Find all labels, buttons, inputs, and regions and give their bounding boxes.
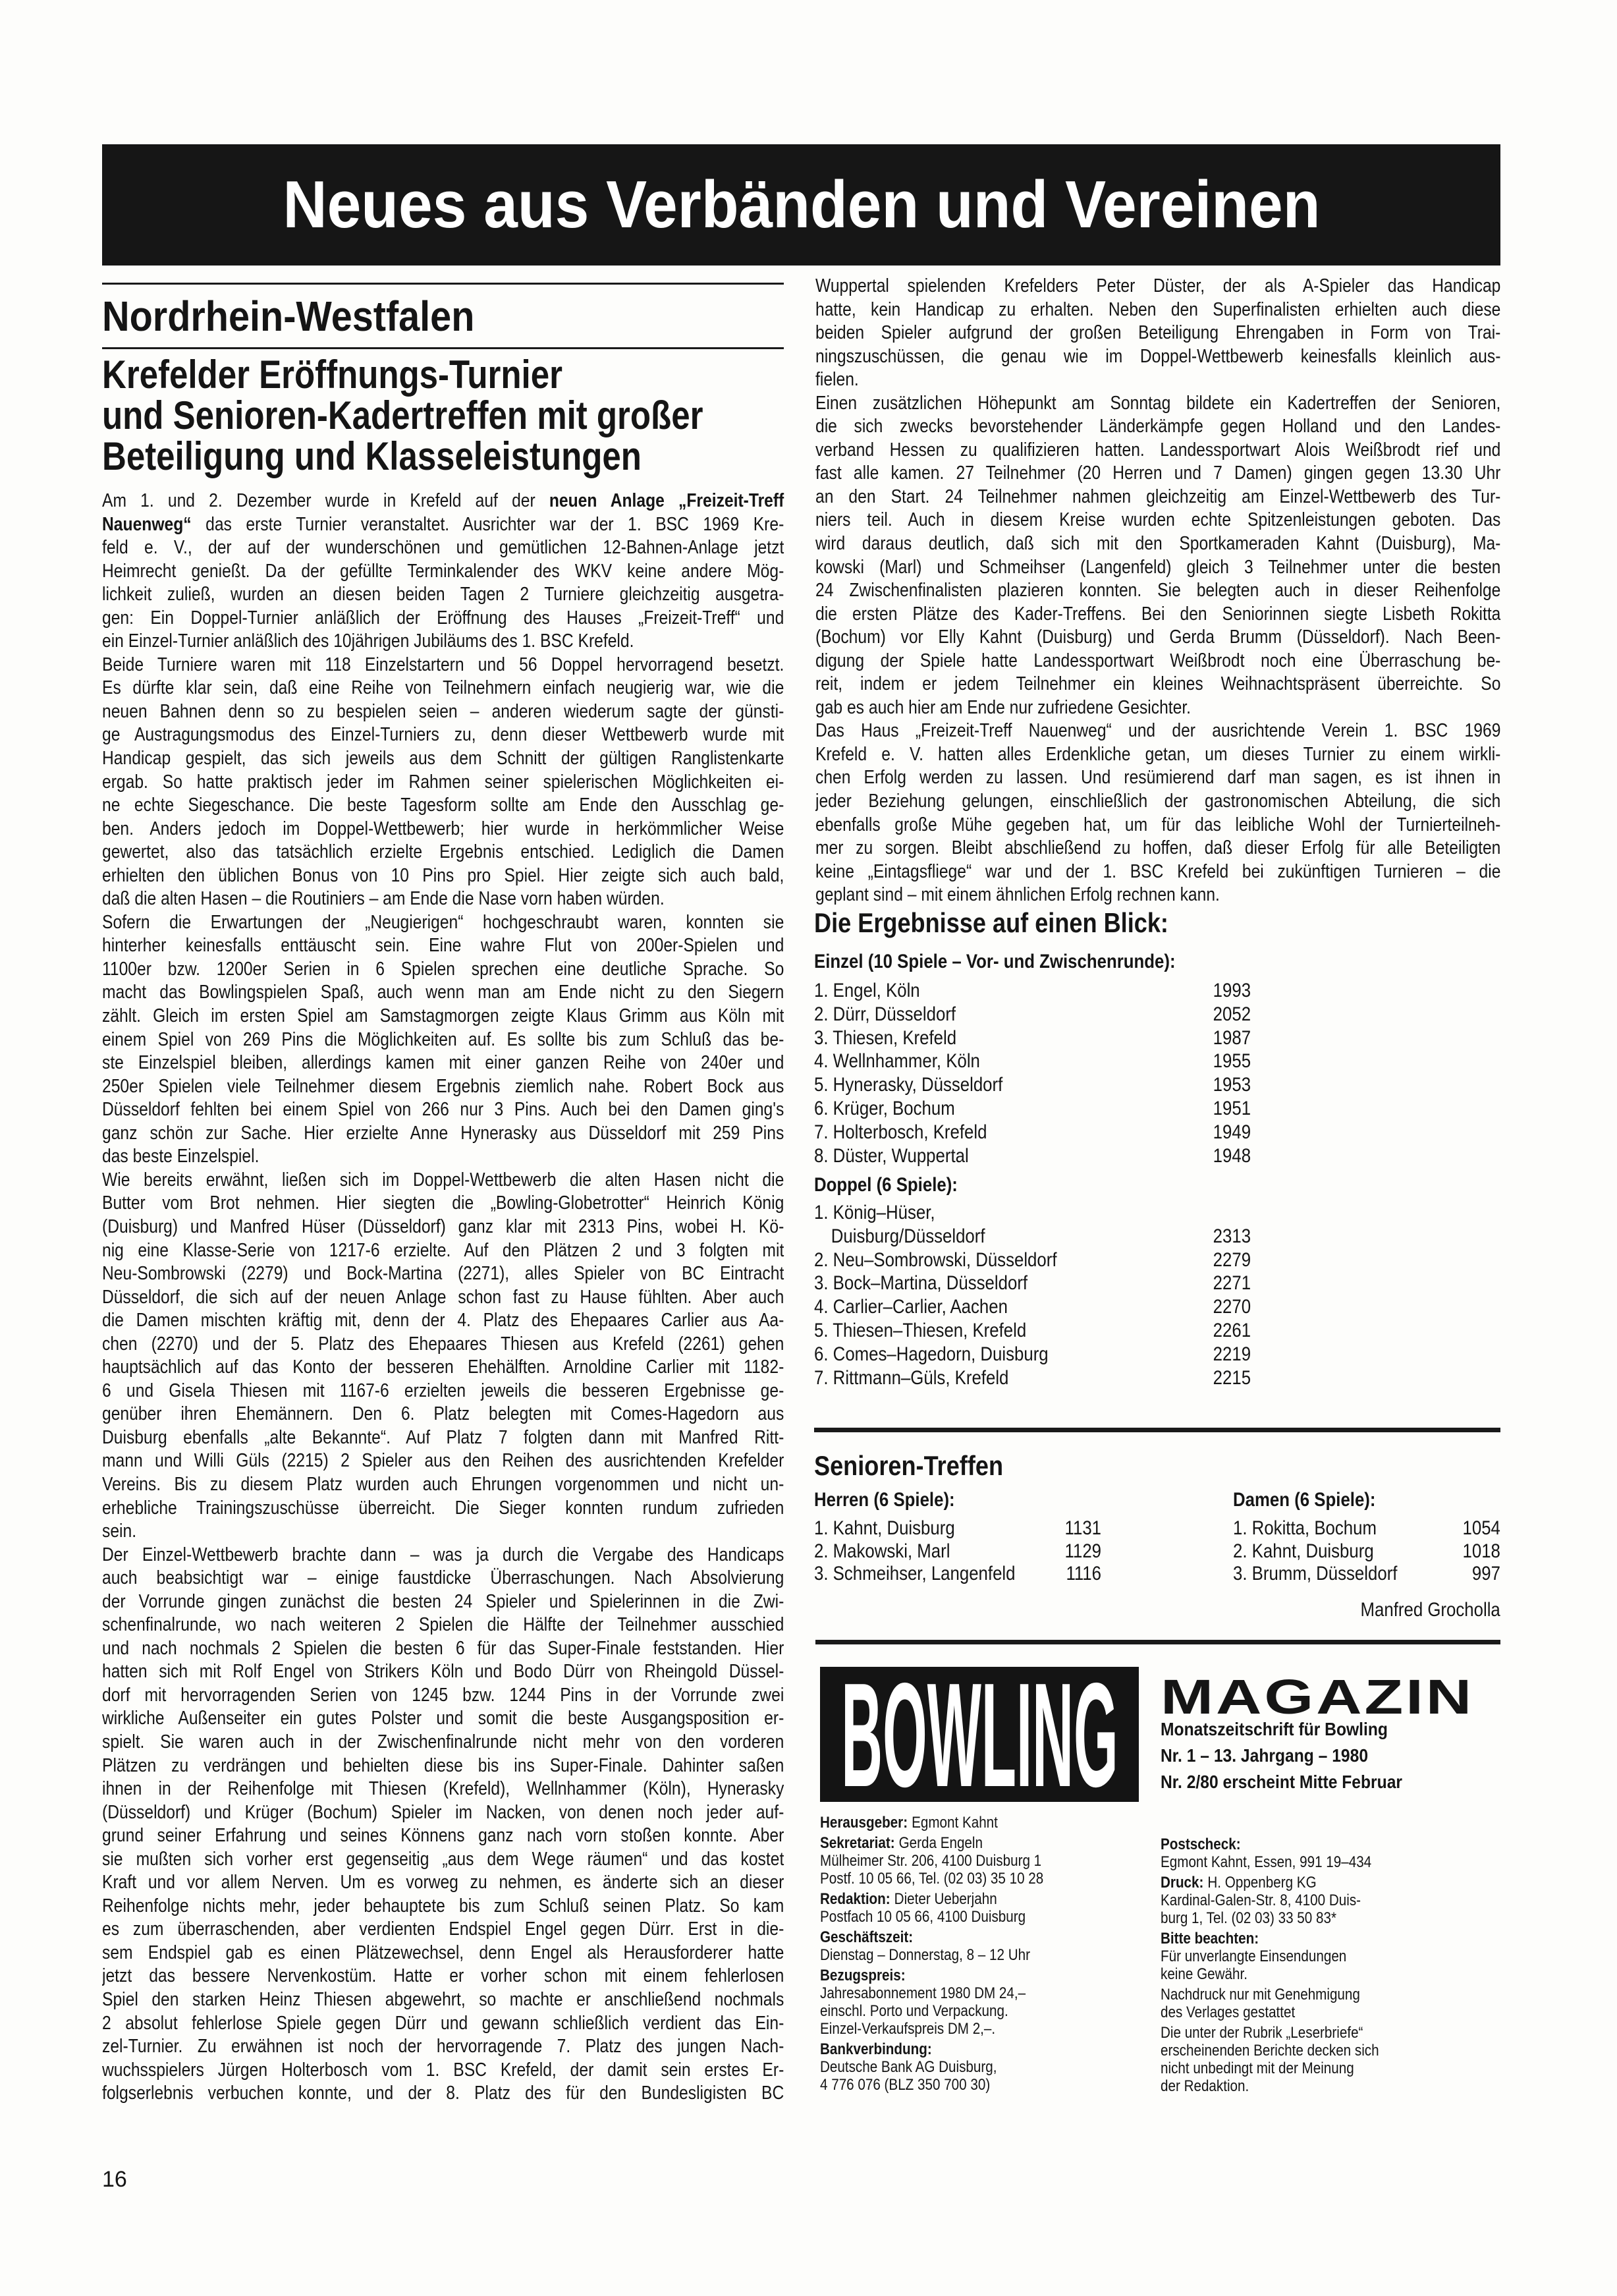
damen-heading: Damen (6 Spiele): bbox=[1233, 1489, 1376, 1511]
imprint-line: Deutsche Bank AG Duisburg, bbox=[820, 2058, 997, 2076]
bowling-logo bbox=[820, 1667, 1139, 1802]
region-heading: Nordrhein-Westfalen bbox=[102, 293, 475, 340]
text-line: niers teil. Auch in diesem Kreise wurden echte Spitzenleistungen geboten. Das bbox=[815, 509, 1501, 531]
text-line: sein. bbox=[102, 1521, 137, 1542]
imprint-line: Kardinal-Galen-Str. 8, 4100 Duis- bbox=[1161, 1891, 1361, 1909]
result-score: 2215 bbox=[1213, 1366, 1251, 1389]
article-headline bbox=[102, 354, 703, 477]
results-section bbox=[814, 909, 1168, 937]
text-line: grund seiner Erfahrung und seines Könnens ganz nach vorn stoßen konnte. Aber bbox=[102, 1825, 784, 1847]
herren-results-table bbox=[814, 1517, 1101, 1586]
text-line: chen (2270) und der 5. Platz des Ehepaares Thiesen aus Krefeld (2261) gehen bbox=[102, 1333, 784, 1355]
section-banner bbox=[102, 144, 1500, 266]
text-line: jeder Beziehung gelungen, einschließlich der gastronomischen Abteilung, die sich bbox=[815, 791, 1501, 812]
text-line: Das Haus „Freizeit-Treff Nauenweg“ und der ausrichtende Verein 1. BSC 1969 bbox=[815, 720, 1501, 742]
result-name: 7. Rittmann–Güls, Krefeld bbox=[814, 1366, 1009, 1389]
subtitle-line: Nr. 1 – 13. Jahrgang – 1980 bbox=[1161, 1745, 1369, 1766]
imprint-line bbox=[820, 1967, 1043, 1984]
imprint-label: Bankverbindung: bbox=[820, 2040, 932, 2058]
result-name: 2. Dürr, Düsseldorf bbox=[814, 1003, 956, 1025]
imprint-block bbox=[1161, 1874, 1379, 1927]
herren-heading: Herren (6 Spiele): bbox=[814, 1489, 955, 1511]
result-score: 1993 bbox=[1213, 980, 1251, 1001]
text-line: gab es auch hier am Ende nur zufriedene Gesichter. bbox=[815, 696, 1192, 718]
damen-results-table bbox=[1233, 1517, 1500, 1586]
text-line: Neu-Sombrowski (2279) und Bock-Martina (2271), alles Spieler von BC Eintracht bbox=[102, 1263, 784, 1285]
text-line: die Damen mischten kräftig mit, denn der 4. Platz des Ehepaares Carlier aus Aa- bbox=[102, 1310, 784, 1331]
imprint-block bbox=[1161, 1930, 1379, 1983]
result-score: 2271 bbox=[1213, 1272, 1251, 1295]
text-line: neuen Bahnen denn so zu bespielen seien – anderen wiederum sagte der günsti- bbox=[102, 700, 784, 722]
text-line: mer zu sorgen. Bleibt abschließend zu hoffen, daß dieser Erfolg für alle Beteiligten bbox=[815, 837, 1501, 859]
result-name: 4. Carlier–Carlier, Aachen bbox=[814, 1296, 1008, 1318]
result-score: 1953 bbox=[1213, 1074, 1251, 1096]
text-line: Sofern die Erwartungen der „Neugierigen“ hochgeschraubt waren, konnten sie bbox=[102, 911, 784, 933]
text-line: gen: Ein Doppel-Turnier anläßlich der Eröffnung des Hauses „Freizeit-Treff“ und bbox=[102, 607, 784, 629]
senioren-section bbox=[814, 1452, 1003, 1480]
text-line: chen Erfolg werden zu lassen. Und resümierend darf man sagen, es ist ihnen in bbox=[815, 767, 1501, 789]
text-line: fast alle kamen. 27 Teilnehmer (20 Herren und 7 Damen) gingen gegen 13.30 Uhr bbox=[815, 462, 1501, 484]
text-line: ne echte Siegeschance. Die beste Tagesform sollte am Ende den Ausschlag ge- bbox=[102, 795, 784, 816]
imprint-block bbox=[1161, 1835, 1379, 1871]
result-score: 2313 bbox=[1213, 1225, 1251, 1247]
result-name: 1. Engel, Köln bbox=[814, 980, 920, 1001]
result-row bbox=[814, 1540, 1101, 1563]
text-line: einem Spiel von 269 Pins die Möglichkeiten auf. Es sollte bis zum Schluß das be- bbox=[102, 1028, 784, 1050]
text-line: folgserlebnis verbuchen konnte, und der 8. Platz des für den Bundesligisten BC bbox=[102, 2083, 784, 2104]
text: Am 1. und 2. Dezember wurde in Krefeld auf der bbox=[102, 490, 549, 511]
result-name: 1. Kahnt, Duisburg bbox=[814, 1517, 955, 1539]
text-line: erhielten den üblichen Bonus von 10 Pins pro Spiel. Hier zeigte sich auch bald, bbox=[102, 864, 784, 886]
text-line: gewertet, also das tatsächlich erzielte Ergebnis entschied. Lediglich die Damen bbox=[102, 841, 784, 863]
result-name: 6. Comes–Hagedorn, Duisburg bbox=[814, 1343, 1049, 1365]
text-line: (Düsseldorf) und Krüger (Bochum) Spieler im Nacken, von denen noch jeder auf- bbox=[102, 1801, 784, 1823]
text-line: Spiel den starken Heinz Thiesen abgewehrt, so machte er anschließend nochmals bbox=[102, 1989, 784, 2010]
result-row bbox=[814, 1003, 1251, 1026]
text-line: (Bochum) vor Elly Kahnt (Duisburg) und Gerda Brumm (Düsseldorf). Nach Been- bbox=[815, 627, 1501, 648]
imprint-line: Für unverlangte Einsendungen bbox=[1161, 1947, 1347, 1965]
logo-text: BOWLING bbox=[840, 1667, 1118, 1802]
text-line: zel-Turnier. Zu erwähnen ist noch der hervorragende 7. Platz des jungen Nach- bbox=[102, 2036, 784, 2058]
text-line: der Vorrunde gingen zunächst die besten 24 Spieler und Spielerinnen in die Zwi- bbox=[102, 1590, 784, 1612]
imprint-line: Mülheimer Str. 206, 4100 Duisburg 1 bbox=[820, 1852, 1042, 1870]
result-score: 1018 bbox=[1462, 1540, 1500, 1562]
headline-line: Krefelder Eröffnungs-Turnier bbox=[102, 352, 562, 397]
text-line: erhebliche Trainingszuschüsse überreicht. Die Sieger konnten rundum zufrieden bbox=[102, 1497, 784, 1519]
text-line: spielt. Sie waren auch in der Zwischenfinalrunde nicht mehr von den vorderen bbox=[102, 1731, 784, 1752]
imprint-line: Postfach 10 05 66, 4100 Duisburg bbox=[820, 1908, 1026, 1926]
result-name: 3. Bock–Martina, Düsseldorf bbox=[814, 1272, 1028, 1295]
result-score: 1116 bbox=[1066, 1563, 1102, 1584]
imprint-label: Redaktion: bbox=[820, 1890, 891, 1908]
imprint-line: Nachdruck nur mit Genehmigung bbox=[1161, 1986, 1360, 2003]
imprint-line: Dienstag – Donnerstag, 8 – 12 Uhr bbox=[820, 1946, 1030, 1964]
text-line: genüber ihren Ehemännern. Den 6. Platz belegten mit Comes-Hagedorn aus bbox=[102, 1403, 784, 1425]
imprint-label: Bitte beachten: bbox=[1161, 1930, 1259, 1947]
text-line: sie mußten sich vorher erst gegenseitig „aus dem Wege räumen“ und das kostet bbox=[102, 1848, 784, 1870]
text-line: ste Einzelspiel bleiben, allerdings kamen mit einer ganzen Reihe von 240er und bbox=[102, 1052, 784, 1074]
einzel-heading-wrap bbox=[814, 952, 1176, 972]
imprint-line bbox=[820, 2040, 1043, 2058]
result-name: 3. Thiesen, Krefeld bbox=[814, 1026, 957, 1049]
subtitle-line: Nr. 2/80 erscheint Mitte Februar bbox=[1161, 1772, 1403, 1792]
text-line: jetzt das bessere Nervenkostüm. Hatte er vorher schon mit einem fehlerlosen bbox=[102, 1965, 784, 1987]
headline-line: Beteiligung und Klasseleistungen bbox=[102, 434, 642, 478]
imprint-value: H. Oppenberg KG bbox=[1207, 1874, 1317, 1891]
text-line: die ersten Plätze des Kader-Treffens. Bei den Seniorinnen siegte Lisbeth Rokitta bbox=[815, 603, 1501, 625]
text-line: Kraft und vor allem Nerven. Um es vorweg zu nehmen, es änderte sich an dieser bbox=[102, 1872, 784, 1893]
text-line: dorf mit hervorragenden Serien von 1245 bzw. 1244 Pins in der Vorrunde zwei bbox=[102, 1684, 784, 1706]
imprint-line: burg 1, Tel. (02 03) 33 50 83* bbox=[1161, 1909, 1336, 1927]
result-name: 3. Brumm, Düsseldorf bbox=[1233, 1563, 1398, 1584]
doppel-heading-wrap bbox=[814, 1175, 958, 1195]
text-line: lichkeit zuließ, wurden an diesen beiden Tagen 2 Turniere gleichzeitig ausgetra- bbox=[102, 584, 784, 605]
imprint-block bbox=[820, 2040, 1043, 2094]
text-line: Beide Turniere waren mit 118 Einzelstartern und 56 Doppel hervorragend besetzt. bbox=[102, 654, 784, 675]
text-line bbox=[102, 513, 784, 537]
text-line: beiden Spieler aufgrund der großen Beteiligung Ehrengaben in Form von Trai- bbox=[815, 322, 1501, 344]
text-line: ningszuschüssen, die genau wie im Doppel-Wettbewerb keinesfalls kleinlich aus- bbox=[815, 345, 1501, 367]
text-line: Heimrecht genießt. Da der gefüllte Terminkalender des WKV keine andere Mög- bbox=[102, 560, 784, 582]
text-line: schenfinalrunde, wo nach weiteren 2 Spielen die Hälfte der Teilnehmer ausschied bbox=[102, 1614, 784, 1636]
text-line: feld e. V., der auf der wunderschönen und gemütlichen 12-Bahnen-Anlage jetzt bbox=[102, 537, 784, 559]
imprint-line: Egmont Kahnt, Essen, 991 19–434 bbox=[1161, 1853, 1372, 1871]
text-line: ben. Anders jedoch im Doppel-Wettbewerb; hier wurde in herkömmlicher Weise bbox=[102, 818, 784, 839]
imprint-label: Postscheck: bbox=[1161, 1835, 1241, 1853]
imprint-line: nicht unbedingt mit der Meinung bbox=[1161, 2059, 1354, 2077]
result-row bbox=[814, 1563, 1101, 1586]
imprint-label: Geschäftszeit: bbox=[820, 1928, 914, 1946]
text-line: ergab. So hatte praktisch jeder im Rahmen seiner spielerischen Möglichkeiten ei- bbox=[102, 771, 784, 793]
result-row bbox=[814, 1073, 1251, 1097]
text-line: (Duisburg) und Manfred Hüser (Düsseldorf) ganz klar mit 2313 Pins, wobei H. Kö- bbox=[102, 1216, 784, 1237]
result-row bbox=[1233, 1540, 1500, 1563]
imprint-line bbox=[820, 1814, 1043, 1832]
imprint-right bbox=[1161, 1835, 1379, 2098]
text: das erste Turnier veranstaltet. Ausrichter war der 1. BSC 1969 Kre- bbox=[191, 513, 784, 535]
text-line: es zum überraschenden, aber verdienten Endspiel Engel gegen Dürr. Erst in die- bbox=[102, 1918, 784, 1940]
text-line bbox=[102, 490, 784, 513]
text-line: wirkliche Außenseiter ein gutes Polster und somit die beste Ausgangsposition er- bbox=[102, 1708, 784, 1729]
doppel-results-table bbox=[814, 1201, 1251, 1389]
bold-text: neuen Anlage „Freizeit-Treff bbox=[549, 490, 784, 511]
imprint-block bbox=[820, 1890, 1043, 1926]
result-row bbox=[814, 1121, 1251, 1144]
imprint-line bbox=[820, 1928, 1043, 1946]
text-line: Düsseldorf fehlten bei einem Spiel von 266 nur 3 Pins. Auch bei den Damen ging's bbox=[102, 1099, 784, 1121]
doppel-heading: Doppel (6 Spiele): bbox=[814, 1174, 958, 1196]
text-line: Reihenfolge nichts mehr, jeder behauptete bis zum Schluß seinen Platz. So kam bbox=[102, 1895, 784, 1917]
text-line: ganz schön zur Sache. Hier erzielte Anne Hynerasky aus Düsseldorf mit 259 Pins bbox=[102, 1122, 784, 1144]
text-line: Krefeld e. V. hatten alles Erdenkliche getan, um dieses Turnier zu einem wirkli- bbox=[815, 743, 1501, 765]
result-score: 1955 bbox=[1213, 1050, 1251, 1073]
text-line: die sich zwecks bevorstehender Länderkämpfe gegen Holland und den Landes- bbox=[815, 416, 1501, 437]
result-row bbox=[814, 1319, 1251, 1343]
text-line: Handicap gespielt, das sich jeweils aus dem Schnitt der gültigen Ranglistenkarte bbox=[102, 748, 784, 770]
divider bbox=[102, 283, 784, 285]
text-line: Einen zusätzlichen Höhepunkt am Sonntag bildete ein Kadertreffen der Senioren, bbox=[815, 392, 1501, 414]
result-row bbox=[814, 1144, 1251, 1168]
imprint-line: erscheinenden Berichte decken sich bbox=[1161, 2042, 1379, 2059]
article-body-left-column bbox=[102, 490, 784, 2106]
result-row bbox=[814, 979, 1251, 1003]
text-line: Düsseldorf, die sich auf der neuen Anlage schon fast zu Hause fühlten. Aber auch bbox=[102, 1286, 784, 1308]
imprint-line: Einzel-Verkaufspreis DM 2,–. bbox=[820, 2020, 996, 2038]
text-line: Butter vom Brot nehmen. Hier siegten die „Bowling-Globetrotter“ Heinrich König bbox=[102, 1192, 784, 1214]
headline-line: und Senioren-Kadertreffen mit großer bbox=[102, 393, 703, 437]
result-score: 2279 bbox=[1213, 1248, 1251, 1271]
senioren-heading: Senioren-Treffen bbox=[814, 1450, 1004, 1481]
einzel-results-table bbox=[814, 979, 1251, 1167]
einzel-heading: Einzel (10 Spiele – Vor- und Zwischenrunde): bbox=[814, 951, 1176, 972]
text-line: 1100er bzw. 1200er Serien in 6 Spielen sprechen eine deutliche Sprache. So bbox=[102, 958, 784, 980]
text-line: an den Start. 24 Teilnehmer nahmen gleichzeitig am Einzel-Wettbewerb des Tur- bbox=[815, 486, 1501, 507]
result-row bbox=[814, 1026, 1251, 1050]
text-line: Duisburg ebenfalls „alte Bekannte“. Auf Platz 7 folgten dann mit Manfred Ritt- bbox=[102, 1426, 784, 1448]
result-name: 5. Thiesen–Thiesen, Krefeld bbox=[814, 1319, 1027, 1341]
banner-title: Neues aus Verbänden und Vereinen bbox=[282, 167, 1321, 242]
result-score: 2261 bbox=[1213, 1319, 1251, 1341]
text-line: keine „Eintagsfliege“ war und der 1. BSC Krefeld bei zukünftigen Turnieren – die bbox=[815, 860, 1501, 882]
subtitle-line: Monatszeitschrift für Bowling bbox=[1161, 1719, 1388, 1739]
result-name: 2. Neu–Sombrowski, Düsseldorf bbox=[814, 1248, 1057, 1271]
text-line: wuchsspielers Jürgen Holterbosch vom 1. BSC Krefeld, der damit sein erstes Er- bbox=[102, 2059, 784, 2081]
text-line: 2 absolut fehlerlose Spiele gegen Dürr und gewann schließlich verdient das Ein- bbox=[102, 2012, 784, 2034]
imprint-block bbox=[820, 1967, 1043, 2038]
text-line: 250er Spielen viele Teilnehmer diesem Ergebnis ziemlich nahe. Robert Bock aus bbox=[102, 1075, 784, 1097]
imprint-label: Herausgeber: bbox=[820, 1814, 908, 1832]
text-line: ihnen in der Reihenfolge mit Thiesen (Krefeld), Wellnhammer (Köln), Hynerasky bbox=[102, 1778, 784, 1800]
text-line: wird daraus deutlich, daß sich mit den Sportkameraden Kahnt (Duisburg), Ma- bbox=[815, 533, 1501, 555]
result-score: 2270 bbox=[1213, 1296, 1251, 1318]
imprint-line: Postf. 10 05 66, Tel. (02 03) 35 10 28 bbox=[820, 1870, 1044, 1888]
page-number: 16 bbox=[102, 2167, 127, 2192]
text-line: sem Endspiel gab es einen Plätzewechsel, denn Engel als Herausforderer hatte bbox=[102, 1942, 784, 1963]
text-line: Wie bereits erwähnt, ließen sich im Doppel-Wettbewerb die alten Hasen nicht die bbox=[102, 1169, 784, 1190]
text-line: ein Einzel-Turnier anläßlich des 10jährigen Jubiläums des 1. BSC Krefeld. bbox=[102, 630, 634, 652]
result-row bbox=[1233, 1563, 1500, 1586]
result-name: 3. Schmeihser, Langenfeld bbox=[814, 1563, 1016, 1584]
imprint-line bbox=[820, 1890, 1043, 1908]
imprint-line: der Redaktion. bbox=[1161, 2077, 1249, 2095]
text-line: Der Einzel-Wettbewerb brachte dann – was ja durch die Vergabe des Handicaps bbox=[102, 1544, 784, 1565]
result-name: 1. König–Hüser, bbox=[814, 1202, 935, 1223]
text-line: digung der Spiele hatte Landessportwart Weißbrodt noch eine Überraschung be- bbox=[815, 650, 1501, 671]
text-line: hinterher keinesfalls enttäuscht sein. Eine wahre Flut von 200er-Spielen und bbox=[102, 935, 784, 957]
imprint-line: keine Gewähr. bbox=[1161, 1965, 1247, 1983]
article-body-right-column bbox=[815, 275, 1500, 907]
text-line: hauptsächlich auf das Konto der besseren Ehehälften. Arnoldine Carlier mit 1182- bbox=[102, 1357, 784, 1378]
result-row bbox=[814, 1295, 1251, 1319]
text-line: verband Hessen zu qualifizieren hatten. Landessportwart Alois Weißbrodt rief und bbox=[815, 439, 1501, 461]
imprint-block bbox=[820, 1928, 1043, 1964]
imprint-line: des Verlages gestattet bbox=[1161, 2003, 1296, 2021]
imprint-line: einschl. Porto und Verpackung. bbox=[820, 2002, 1008, 2020]
result-score: 1948 bbox=[1213, 1144, 1251, 1167]
result-name: 1. Rokitta, Bochum bbox=[1233, 1517, 1377, 1539]
text-line: 6 und Gisela Thiesen mit 1167-6 erzielten jeweils die besseren Ergebnisse ge- bbox=[102, 1380, 784, 1401]
result-name: 2. Kahnt, Duisburg bbox=[1233, 1540, 1374, 1562]
text-line: macht das Bowlingspielen Spaß, auch wenn man am Ende nicht zu den Siegern bbox=[102, 982, 784, 1003]
imprint-value: Gerda Engeln bbox=[898, 1834, 983, 1852]
result-score: 2219 bbox=[1213, 1343, 1251, 1365]
result-name: 6. Krüger, Bochum bbox=[814, 1097, 955, 1119]
text-line: Plätzen zu verdrängen und behielten diese bis ins Super-Finale. Dahinter saßen bbox=[102, 1754, 784, 1776]
result-row bbox=[1233, 1517, 1500, 1540]
damen-heading-wrap bbox=[1233, 1490, 1375, 1510]
text-line: hatte, kein Handicap zu erhalten. Neben den Superfinalisten erhielten auch diese bbox=[815, 298, 1501, 320]
result-row bbox=[814, 1366, 1251, 1390]
result-score: 1987 bbox=[1213, 1026, 1251, 1049]
text-line: reit, indem er jedem Teilnehmer ein kleines Weihnachtspräsent überreichte. So bbox=[815, 673, 1501, 695]
author-name: Manfred Grocholla bbox=[1360, 1599, 1500, 1621]
imprint-block bbox=[820, 1814, 1043, 1832]
author-wrap bbox=[1338, 1600, 1500, 1620]
text-line: fielen. bbox=[815, 369, 859, 391]
imprint-line: Die unter der Rubrik „Leserbriefe“ bbox=[1161, 2024, 1363, 2042]
divider bbox=[815, 1640, 1500, 1644]
text-line: nig eine Klasse-Serie von 1217-6 erzielte. Auf den Plätzen 2 und 3 folgten mit bbox=[102, 1239, 784, 1261]
results-heading: Die Ergebnisse auf einen Blick: bbox=[814, 907, 1168, 938]
imprint-label: Druck: bbox=[1161, 1874, 1204, 1891]
bold-text: Nauenweg“ bbox=[102, 513, 192, 535]
magazine-subtitle bbox=[1161, 1716, 1402, 1795]
result-score: 1951 bbox=[1213, 1097, 1251, 1119]
text-line: hatten sich mit Rolf Engel von Strikers Köln und Bodo Dürr von Rheingold Düssel- bbox=[102, 1661, 784, 1683]
imprint-block bbox=[1161, 2024, 1379, 2095]
imprint-left bbox=[820, 1814, 1043, 2096]
text-line: zählt. Gleich im ersten Spiel am Samstagmorgen zeigte Klaus Grimm aus Köln mit bbox=[102, 1005, 784, 1027]
text-line: und nach nochmals 2 Spielen die besten 6 für das Super-Finale feststanden. Hier bbox=[102, 1637, 784, 1659]
result-score: 997 bbox=[1471, 1563, 1500, 1584]
result-name: 8. Düster, Wuppertal bbox=[814, 1144, 969, 1167]
result-name: 7. Holterbosch, Krefeld bbox=[814, 1121, 987, 1143]
text-line: geplant sind – mit einem ähnlichen Erfolg rechnen kann. bbox=[815, 884, 1220, 906]
herren-heading-wrap bbox=[814, 1490, 955, 1510]
result-score: 1949 bbox=[1213, 1121, 1251, 1143]
text-line: 24 Zwischenfinalisten plazieren konnten. Sie belegten auch in dieser Reihenfolge bbox=[815, 580, 1501, 602]
text-line: Vereins. Bis zu diesem Platz wurden auch Ehrungen vorgenommen und nicht un- bbox=[102, 1473, 784, 1495]
text-line: Es dürfte klar sein, daß eine Reihe von Teilnehmern einfach neugierig war, wie die bbox=[102, 677, 784, 699]
result-row bbox=[814, 1050, 1251, 1073]
text-line: mann und Willi Güls (2215) 2 Spieler aus den Reihen des ausrichtenden Krefelder bbox=[102, 1450, 784, 1472]
text-line: ge Austragungsmodus des Einzel-Turniers zu, denn dieser Wettbewerb wurde mit bbox=[102, 724, 784, 746]
result-row bbox=[814, 1201, 1251, 1225]
result-name: 2. Makowski, Marl bbox=[814, 1540, 950, 1562]
magazine-title: MAGAZIN bbox=[1161, 1669, 1475, 1724]
result-score: 1131 bbox=[1064, 1517, 1102, 1539]
imprint-line bbox=[1161, 1835, 1379, 1853]
text-line: daß die alten Hasen – die Routiniers – am Ende die Nase vorn haben würden. bbox=[102, 888, 665, 910]
result-row bbox=[814, 1517, 1101, 1540]
result-row bbox=[814, 1248, 1251, 1272]
result-row bbox=[814, 1097, 1251, 1121]
imprint-label: Sekretariat: bbox=[820, 1834, 895, 1852]
result-name: 4. Wellnhammer, Köln bbox=[814, 1050, 980, 1073]
result-score: 2052 bbox=[1213, 1003, 1251, 1025]
divider bbox=[102, 347, 784, 349]
text-line: ebenfalls große Mühe gegeben hat, um für das leibliche Wohl der Turnierteilneh- bbox=[815, 814, 1501, 835]
imprint-value: Dieter Ueberjahn bbox=[894, 1890, 997, 1908]
imprint-line bbox=[1161, 1874, 1379, 1891]
text-line: Wuppertal spielenden Krefelders Peter Düster, der als A-Spieler das Handicap bbox=[815, 275, 1501, 296]
result-name: 5. Hynerasky, Düsseldorf bbox=[814, 1074, 1003, 1096]
result-row bbox=[814, 1225, 1251, 1248]
divider bbox=[814, 1428, 1500, 1432]
imprint-block bbox=[820, 1834, 1043, 1888]
imprint-block bbox=[1161, 1986, 1379, 2021]
imprint-line bbox=[1161, 1930, 1379, 1947]
result-score: 1129 bbox=[1064, 1540, 1102, 1562]
result-row bbox=[814, 1272, 1251, 1295]
imprint-line: Jahresabonnement 1980 DM 24,– bbox=[820, 1984, 1026, 2002]
result-name: Duisburg/Düsseldorf bbox=[831, 1225, 985, 1247]
result-score: 1054 bbox=[1462, 1517, 1500, 1539]
text-line: das beste Einzelspiel. bbox=[102, 1146, 260, 1167]
imprint-line bbox=[820, 1834, 1043, 1852]
text-line: auch beabsichtigt war – einige faustdicke Überraschungen. Nach Absolvierung bbox=[102, 1567, 784, 1589]
result-row bbox=[814, 1343, 1251, 1366]
text-line: kowski (Marl) und Schmeihser (Langenfeld) gleich 3 Teilnehmer unter die besten bbox=[815, 556, 1501, 578]
imprint-line: 4 776 076 (BLZ 350 700 30) bbox=[820, 2076, 991, 2094]
imprint-label: Bezugspreis: bbox=[820, 1967, 906, 1984]
imprint-value: Egmont Kahnt bbox=[912, 1814, 998, 1832]
